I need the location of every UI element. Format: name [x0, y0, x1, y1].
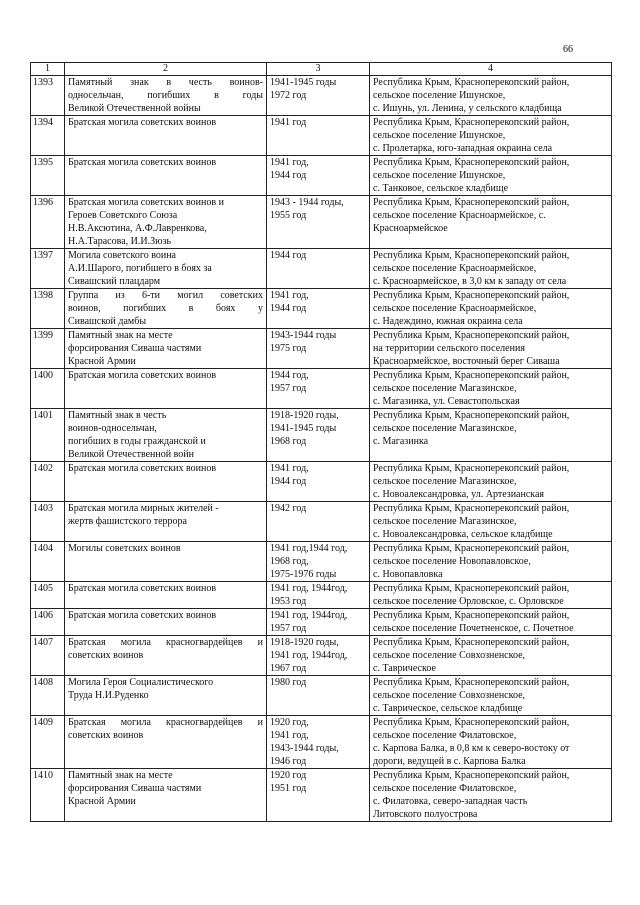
monument-years [267, 462, 370, 502]
monument-years [267, 609, 370, 636]
monument-name-line: Братская могила советских воинов [68, 370, 217, 381]
table-row [31, 716, 612, 769]
monument-name [65, 76, 267, 116]
monument-name-line: Сивашский плацдарм [68, 276, 161, 287]
monument-location-line: с. Надеждино, южная окраина села [373, 316, 523, 327]
monument-years [267, 636, 370, 676]
table-row [31, 409, 612, 462]
monument-location [370, 676, 612, 716]
table-row [31, 502, 612, 542]
monument-years-line: 1944 год, [270, 370, 309, 381]
monument-years [267, 542, 370, 582]
monument-location-line: сельское поселение Магазинское, [373, 476, 517, 487]
monument-name-line: воинов-односельчан, [68, 423, 157, 434]
table-row [31, 636, 612, 676]
monument-name-line: Братская могила советских воинов [68, 463, 217, 474]
monument-years-line: 1920 год, [270, 717, 309, 728]
monument-years-line: 1943-1944 годы, [270, 743, 339, 754]
monument-location-line: с. Красноармейское, в 3,0 км к западу от села [373, 276, 567, 287]
monument-years-line: 1941 год, 1944год, [270, 650, 348, 661]
monument-location-line: с. Новоалександровка, сельское кладбище [373, 529, 553, 540]
monuments-table-wrap [30, 62, 611, 822]
monument-location-line: с. Танковое, сельское кладбище [373, 183, 509, 194]
monument-location [370, 769, 612, 822]
monument-years-line: 1944 год [270, 476, 307, 487]
monument-location-line: сельское поселение Магазинское, [373, 423, 517, 434]
monument-name-line: Красной Армии [68, 796, 136, 807]
monument-name-line: форсирования Сиваша частями [68, 343, 202, 354]
monument-location [370, 329, 612, 369]
monument-location-line: Республика Крым, Красноперекопский район, [373, 503, 570, 514]
monument-years [267, 769, 370, 822]
monument-name [65, 542, 267, 582]
table-row [31, 289, 612, 329]
monument-location-line: Республика Крым, Красноперекопский район, [373, 543, 570, 554]
monument-location-line: с. Карпова Балка, в 0,8 км к северо-востоку от [373, 743, 570, 754]
monument-location-line: сельское поселение Почетненское, с. Почетное [373, 623, 574, 634]
row-number: 1406 [31, 609, 65, 636]
monument-name [65, 462, 267, 502]
monument-name [65, 329, 267, 369]
monument-location-line: с. Таврическое [373, 663, 436, 674]
monument-years-line: 1941-1945 годы [270, 423, 337, 434]
monument-location [370, 409, 612, 462]
monument-location [370, 156, 612, 196]
monument-name-line: Братская могила советских воинов [68, 583, 217, 594]
monument-name [65, 156, 267, 196]
monument-years [267, 716, 370, 769]
monument-name-line: Сивашской дамбы [68, 316, 147, 327]
table-row [31, 196, 612, 249]
row-number: 1405 [31, 582, 65, 609]
monument-years-line: 1941 год [270, 117, 307, 128]
table-row [31, 329, 612, 369]
monument-location-line: Республика Крым, Красноперекопский район, [373, 330, 570, 341]
monument-name-line: Памятный знак на месте [68, 770, 173, 781]
monument-years-line: 1920 год [270, 770, 307, 781]
monument-years-line: 1968 год, [270, 556, 309, 567]
monument-location [370, 462, 612, 502]
monument-name-line: советских воинов [68, 730, 144, 741]
monument-location-line: сельское поселение Новопавловское, [373, 556, 531, 567]
monument-location-line: Красноармейское, восточный берег Сиваша [373, 356, 560, 367]
column-header-1: 1 [31, 63, 65, 76]
monument-location [370, 76, 612, 116]
row-number: 1410 [31, 769, 65, 822]
table-row [31, 542, 612, 582]
monument-name-line: Группа из 6-ти могил советских [68, 290, 263, 301]
table-row [31, 369, 612, 409]
monument-location-line: на территории сельского поселения [373, 343, 525, 354]
monument-years [267, 196, 370, 249]
monument-location-line: дороги, ведущей в с. Карпова Балка [373, 756, 526, 767]
monument-name-line: Великой Отечественной войны [68, 103, 201, 114]
monument-name [65, 369, 267, 409]
monument-location-line: Республика Крым, Красноперекопский район, [373, 157, 570, 168]
monument-location-line: сельское поселение Красноармейское, с. [373, 210, 546, 221]
row-number: 1396 [31, 196, 65, 249]
monument-location [370, 609, 612, 636]
monument-location [370, 116, 612, 156]
table-row [31, 76, 612, 116]
monument-years [267, 676, 370, 716]
monument-years-line: 1941 год, [270, 157, 309, 168]
row-number: 1403 [31, 502, 65, 542]
monument-years-line: 1955 год [270, 210, 307, 221]
monument-years-line: 1953 год [270, 596, 307, 607]
monument-name-line: Братская могила советских воинов [68, 117, 217, 128]
monument-location-line: Красноармейское [373, 223, 448, 234]
monument-name-line: форсирования Сиваша частями [68, 783, 202, 794]
monument-years-line: 1975-1976 годы [270, 569, 337, 580]
page-number: 66 [563, 44, 573, 55]
monument-location-line: сельское поселение Ишунское, [373, 130, 506, 141]
monument-name [65, 676, 267, 716]
monument-years-line: 1941 год, [270, 290, 309, 301]
row-number: 1400 [31, 369, 65, 409]
monument-name-line: жертв фашистского террора [68, 516, 187, 527]
monument-years-line: 1967 год [270, 663, 307, 674]
row-number: 1394 [31, 116, 65, 156]
monument-location [370, 636, 612, 676]
monument-name-line: Труда Н.И.Руденко [68, 690, 149, 701]
monument-location-line: Республика Крым, Красноперекопский район, [373, 117, 570, 128]
row-number: 1402 [31, 462, 65, 502]
monument-years [267, 329, 370, 369]
table-body [31, 76, 612, 822]
column-header-2: 2 [65, 63, 267, 76]
monument-location-line: Республика Крым, Красноперекопский район, [373, 770, 570, 781]
row-number: 1393 [31, 76, 65, 116]
monument-location-line: с. Новопавловка [373, 569, 443, 580]
table-row [31, 116, 612, 156]
table-row [31, 156, 612, 196]
row-number: 1395 [31, 156, 65, 196]
row-number: 1408 [31, 676, 65, 716]
monument-years-line: 1918-1920 годы, [270, 637, 339, 648]
monument-years-line: 1946 год [270, 756, 307, 767]
monument-location-line: сельское поселение Красноармейское, [373, 263, 537, 274]
monument-years [267, 409, 370, 462]
monument-years-line: 1968 год [270, 436, 307, 447]
monument-name-line: Братская могила красногвардейцев и [68, 717, 263, 728]
monument-years [267, 156, 370, 196]
column-header-4: 4 [370, 63, 612, 76]
monument-name-line: односельчан, погибших в годы [68, 90, 263, 101]
monument-years [267, 369, 370, 409]
monument-location-line: с. Ишунь, ул. Ленина, у сельского кладбища [373, 103, 562, 114]
monument-location-line: сельское поселение Магазинское, [373, 516, 517, 527]
monument-name-line: Великой Отечественной войн [68, 449, 194, 460]
monument-location-line: сельское поселение Орловское, с. Орловское [373, 596, 564, 607]
monument-name-line: Братская могила мирных жителей - [68, 503, 219, 514]
monument-name-line: воинов, погибших в боях у [68, 303, 263, 314]
table-row [31, 676, 612, 716]
monument-years-line: 1942 год [270, 503, 307, 514]
row-number: 1409 [31, 716, 65, 769]
row-number: 1407 [31, 636, 65, 676]
row-number: 1401 [31, 409, 65, 462]
monument-location [370, 249, 612, 289]
monuments-table [30, 62, 612, 822]
monument-years [267, 582, 370, 609]
monument-location-line: Республика Крым, Красноперекопский район, [373, 290, 570, 301]
monument-name [65, 636, 267, 676]
monument-name-line: Братская могила красногвардейцев и [68, 637, 263, 648]
column-header-3: 3 [267, 63, 370, 76]
monument-name-line: Красной Армии [68, 356, 136, 367]
monument-name-line: Н.В.Аксютина, А.Ф.Лавренкова, [68, 223, 207, 234]
row-number: 1404 [31, 542, 65, 582]
monument-years-line: 1957 год [270, 383, 307, 394]
monument-location-line: с. Магазинка [373, 436, 429, 447]
row-number: 1398 [31, 289, 65, 329]
monument-name [65, 769, 267, 822]
monument-name [65, 409, 267, 462]
monument-location-line: Республика Крым, Красноперекопский район, [373, 77, 570, 88]
monument-location-line: сельское поселение Филатовское, [373, 783, 517, 794]
monument-name [65, 609, 267, 636]
monument-years-line: 1944 год [270, 303, 307, 314]
monument-name [65, 716, 267, 769]
table-row [31, 582, 612, 609]
monument-location [370, 716, 612, 769]
monument-name-line: Памятный знак в честь [68, 410, 167, 421]
monument-location-line: сельское поселение Совхозненское, [373, 650, 526, 661]
monument-years-line: 1951 год [270, 783, 307, 794]
monument-name [65, 249, 267, 289]
monument-name-line: Героев Советского Союза [68, 210, 178, 221]
monument-years [267, 289, 370, 329]
monument-years-line: 1941 год, [270, 463, 309, 474]
monument-location-line: с. Магазинка, ул. Севастопольская [373, 396, 520, 407]
monument-name-line: Могилы советских воинов [68, 543, 181, 554]
monument-location-line: с. Новоалександровка, ул. Артезианская [373, 489, 545, 500]
table-row [31, 609, 612, 636]
monument-name-line: погибших в годы гражданской и [68, 436, 206, 447]
monument-location-line: Республика Крым, Красноперекопский район, [373, 637, 570, 648]
row-number: 1397 [31, 249, 65, 289]
monument-location [370, 502, 612, 542]
table-row [31, 249, 612, 289]
monument-location-line: Республика Крым, Красноперекопский район, [373, 197, 570, 208]
monument-years [267, 249, 370, 289]
monument-location-line: Республика Крым, Красноперекопский район, [373, 717, 570, 728]
monument-years-line: 1972 год [270, 90, 307, 101]
monument-years-line: 1975 год [270, 343, 307, 354]
monument-name-line: Могила Героя Социалистического [68, 677, 214, 688]
monument-name [65, 116, 267, 156]
monument-location [370, 289, 612, 329]
monument-name-line: Братская могила советских воинов [68, 610, 217, 621]
monument-years-line: 1944 год [270, 170, 307, 181]
monument-years-line: 1941 год, 1944год, [270, 583, 348, 594]
monument-name-line: Братская могила советских воинов и [68, 197, 224, 208]
table-row [31, 462, 612, 502]
monument-name-line: А.И.Шарого, погибшего в боях за [68, 263, 212, 274]
monument-years-line: 1941 год, 1944год, [270, 610, 348, 621]
monument-location-line: Республика Крым, Красноперекопский район, [373, 250, 570, 261]
monument-years-line: 1957 год [270, 623, 307, 634]
monument-location [370, 542, 612, 582]
monument-location-line: сельское поселение Филатовское, [373, 730, 517, 741]
monument-years-line: 1944 год [270, 250, 307, 261]
monument-location-line: сельское поселение Ишунское, [373, 90, 506, 101]
monument-location [370, 369, 612, 409]
table-row [31, 769, 612, 822]
monument-location-line: сельское поселение Ишунское, [373, 170, 506, 181]
monument-location-line: Литовского полуострова [373, 809, 478, 820]
monument-name-line: Памятный знак на месте [68, 330, 173, 341]
monument-name-line: Могила советского воина [68, 250, 176, 261]
table-header-row [31, 63, 612, 76]
monument-name-line: Памятный знак в честь воинов- [68, 77, 263, 88]
monument-years [267, 502, 370, 542]
monument-name [65, 582, 267, 609]
monument-name [65, 502, 267, 542]
monument-years-line: 1943-1944 годы [270, 330, 337, 341]
monument-years-line: 1918-1920 годы, [270, 410, 339, 421]
monument-location-line: Республика Крым, Красноперекопский район, [373, 410, 570, 421]
monument-location-line: сельское поселение Красноармейское, [373, 303, 537, 314]
monument-location-line: Республика Крым, Красноперекопский район, [373, 677, 570, 688]
monument-years-line: 1980 год [270, 677, 307, 688]
monument-location-line: сельское поселение Совхозненское, [373, 690, 526, 701]
monument-years-line: 1943 - 1944 годы, [270, 197, 344, 208]
monument-years [267, 76, 370, 116]
monument-years-line: 1941 год, [270, 730, 309, 741]
monument-location-line: Республика Крым, Красноперекопский район, [373, 463, 570, 474]
monument-years-line: 1941 год,1944 год, [270, 543, 348, 554]
monument-name-line: Н.А.Тарасова, И.И.Зюзь [68, 236, 172, 247]
monument-name [65, 196, 267, 249]
monument-location-line: с. Филатовка, северо-западная часть [373, 796, 528, 807]
monument-name-line: Братская могила советских воинов [68, 157, 217, 168]
monument-location [370, 196, 612, 249]
monument-location [370, 582, 612, 609]
monument-location-line: с. Пролетарка, юго-западная окраина села [373, 143, 553, 154]
monument-location-line: Республика Крым, Красноперекопский район, [373, 370, 570, 381]
monument-location-line: Республика Крым, Красноперекопский район, [373, 610, 570, 621]
monument-years [267, 116, 370, 156]
monument-location-line: с. Таврическое, сельское кладбище [373, 703, 523, 714]
monument-name-line: советских воинов [68, 650, 144, 661]
monument-location-line: сельское поселение Магазинское, [373, 383, 517, 394]
monument-name [65, 289, 267, 329]
monument-years-line: 1941-1945 годы [270, 77, 337, 88]
monument-location-line: Республика Крым, Красноперекопский район, [373, 583, 570, 594]
row-number: 1399 [31, 329, 65, 369]
